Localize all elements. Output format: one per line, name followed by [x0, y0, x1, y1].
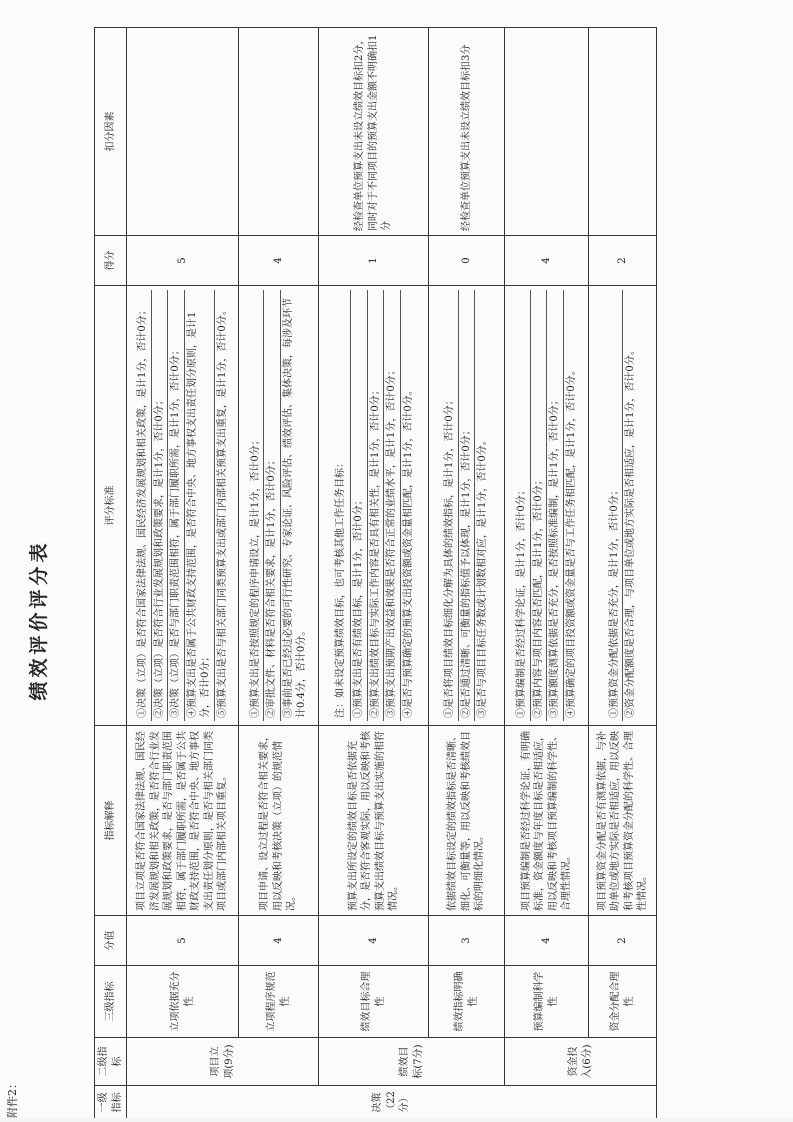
indicator-value: 2	[589, 916, 657, 966]
indicator-name: 绩效指标明确性	[429, 966, 505, 1038]
attachment-label: 附件2：	[6, 1078, 19, 1118]
deduction-cell: 经检查单位预算支出未设立绩效目标扣3分	[429, 28, 505, 236]
table-row	[505, 28, 589, 1120]
standard-item: ④是否与预算确定的预算支出投资额或资金量相匹配，是计1分，否计0分。	[402, 385, 414, 718]
header-level2: 二级指标	[95, 1038, 127, 1086]
score-cell: 4	[239, 236, 319, 286]
standard-item: ⑤预算支出是否与相关部门同类预算支出或部门内部相关预算支出重复，是计1分，否计0分。	[216, 305, 228, 718]
indicator-name: 资金分配合理性	[589, 966, 657, 1038]
standard-item: ①是否将项目绩效目标细化分解为具体的绩效指标，是计1分，否计0分；	[442, 290, 459, 721]
table-header-row	[95, 28, 127, 1120]
deduction-cell	[505, 28, 589, 236]
score-cell: 2	[589, 236, 657, 286]
deduction-cell	[239, 28, 319, 236]
score-cell: 1	[319, 236, 429, 286]
indicator-explain: 依据绩效目标设定的绩效指标是否清晰、细化、可衡量等，用以反映和考核绩效目标的明细化情况。	[429, 726, 505, 916]
indicator-name: 绩效目标合理性	[319, 966, 429, 1038]
standard-cell	[505, 286, 589, 726]
group-target: 绩效目标(7分)	[319, 1038, 505, 1086]
level1-cell: 决策（22分）	[127, 1086, 657, 1120]
table-row	[429, 28, 505, 1120]
score-cell: 0	[429, 236, 505, 286]
indicator-value: 4	[319, 916, 429, 966]
deduction-cell	[127, 28, 239, 236]
standard-note: 注：如未设定预算绩效目标，也可考核其他工作任务目标：	[331, 290, 352, 721]
indicator-name: 立项程序规范性	[239, 966, 319, 1038]
header-level1: 一级指标	[95, 1086, 127, 1120]
page-title: 绩效评价评分表	[28, 539, 50, 701]
table-row	[239, 28, 319, 1120]
indicator-value: 4	[239, 916, 319, 966]
rotated-sheet	[2, 20, 672, 1120]
standard-item: ③是否与项目目标任务数或计划数相对应，是计1分，否计0分。	[477, 435, 489, 718]
standard-item: ②资金分配额度是否合理，与项目单位或地方实际是否相适应，是计1分，否计0分。	[625, 345, 636, 718]
deduction-cell	[589, 28, 657, 236]
standard-cell	[319, 286, 429, 726]
header-deduction: 扣分因素	[95, 28, 127, 236]
standard-cell	[127, 286, 239, 726]
standard-item: ②预算支出绩效目标与实际工作内容是否具有相关性，是计1分，否计0分；	[368, 290, 385, 721]
header-level3: 三级指标	[95, 966, 127, 1038]
standard-item: ①预算支出是否有绩效目标，是计1分，否计0分；	[351, 290, 368, 721]
indicator-name: 预算编制科学性	[505, 966, 589, 1038]
header-score: 得分	[95, 236, 127, 286]
standard-item: ②决策（立项）是否符合行业发展规划和政策要求，是计1分，否计0分；	[152, 290, 169, 721]
indicator-name: 立项依据充分性	[127, 966, 239, 1038]
standard-item: ③预算支出预期产出效益和效果是否符合正常的业绩水平，是计1分，否计0分；	[384, 290, 401, 721]
group-fund: 资金投入(6分)	[505, 1038, 657, 1086]
standard-item: ③决策（立项）是否与部门职责范围相符，属于部门履职所需，是计1分，否计0分；	[168, 290, 185, 721]
header-score-value: 分值	[95, 916, 127, 966]
indicator-explain: 预算支出所设定的绩效目标是否依据充分，是否符合客观实际，用以反映和考核预算支出绩效目标与预算支出实施的相符情况。	[319, 726, 429, 916]
table-row	[589, 28, 657, 1120]
indicator-explain: 项目预算编制是否经过科学论证，有明确标准，资金额度与年度目标是否相适应，用以反映和考核项目预算编制的科学性、合理性情况。	[505, 726, 589, 916]
evaluation-table	[94, 27, 657, 1120]
standard-item: ②是否通过清晰、可衡量的指标值予以体现，是计1分，否计0分；	[459, 290, 476, 721]
header-explain: 指标解释	[95, 726, 127, 916]
standard-item: ①预算支出是否按照规定的程序申请设立，是计1分，否计0分；	[248, 290, 265, 721]
standard-item: ③预算额度测算依据是否充分，是否按照标准编制，是计1分，否计0分；	[547, 290, 564, 721]
indicator-explain: 项目预算资金分配是否有测算依据，与补助单位或地方实际是否相适应，用以反映和考核项目预算资金分配的科学性、合理性情况。	[589, 726, 657, 916]
indicator-value: 3	[429, 916, 505, 966]
indicator-explain: 项目申请、设立过程是否符合相关要求，用以反映和考核决策（立项）的规范情况。	[239, 726, 319, 916]
page-bottom-edge	[0, 1118, 793, 1122]
table-row	[319, 28, 429, 1120]
table-row	[127, 28, 239, 1120]
standard-item: ②审批文件、材料是否符合相关要求，是计1分，否计0分；	[264, 290, 281, 721]
standard-item: ①决策（立项）是否符合国家法律法规、国民经济发展规划和相关政策，是计1分，否计0分；	[135, 290, 152, 721]
indicator-explain: 项目立项是否符合国家法律法规、国民经济发展规划和相关政策，是否符合行业发展规划和政策要求，是否与部门职责范围相符，属于部门履职所需，是否属于公共财政支持范围，是否符合中央、地方事权支出责任划分原则，是否与相关部门同类项目或部门内部相关项目重复。	[127, 726, 239, 916]
indicator-value: 5	[127, 916, 239, 966]
standard-item: ②预算内容与项目内容是否匹配，是计1分，否计0分；	[531, 290, 548, 721]
standard-item: ④预算确定的项目投资额或资金量是否与工作任务相匹配，是计1分，否计0分。	[565, 365, 577, 718]
standard-item: ③事前是否已经过必要的可行性研究、专家论证、风险评估、绩效评估、集体决策，每涉及环节计0.4分，否计0分。	[282, 298, 307, 718]
header-standard: 评分标准	[95, 286, 127, 726]
standard-cell	[589, 286, 657, 726]
standard-item: ①预算资金分配依据是否充分，是计1分，否计0分；	[607, 290, 624, 721]
standard-item: ④预算支出是否属于公共财政支持范围，是否符合中央、地方事权支出责任划分原则，是计1分，否计0分；	[185, 290, 215, 721]
score-cell: 4	[505, 236, 589, 286]
deduction-cell: 经检查单位预算支出未设立绩效目标扣2分，同时对于不同项目的预算支出金额不明确扣1分	[319, 28, 429, 236]
standard-cell	[239, 286, 319, 726]
score-cell: 5	[127, 236, 239, 286]
standard-cell	[429, 286, 505, 726]
standard-item: ①预算编制是否经过科学论证，是计1分，否计0分；	[514, 290, 531, 721]
group-project: 项目立项(9分)	[127, 1038, 319, 1086]
indicator-value: 4	[505, 916, 589, 966]
